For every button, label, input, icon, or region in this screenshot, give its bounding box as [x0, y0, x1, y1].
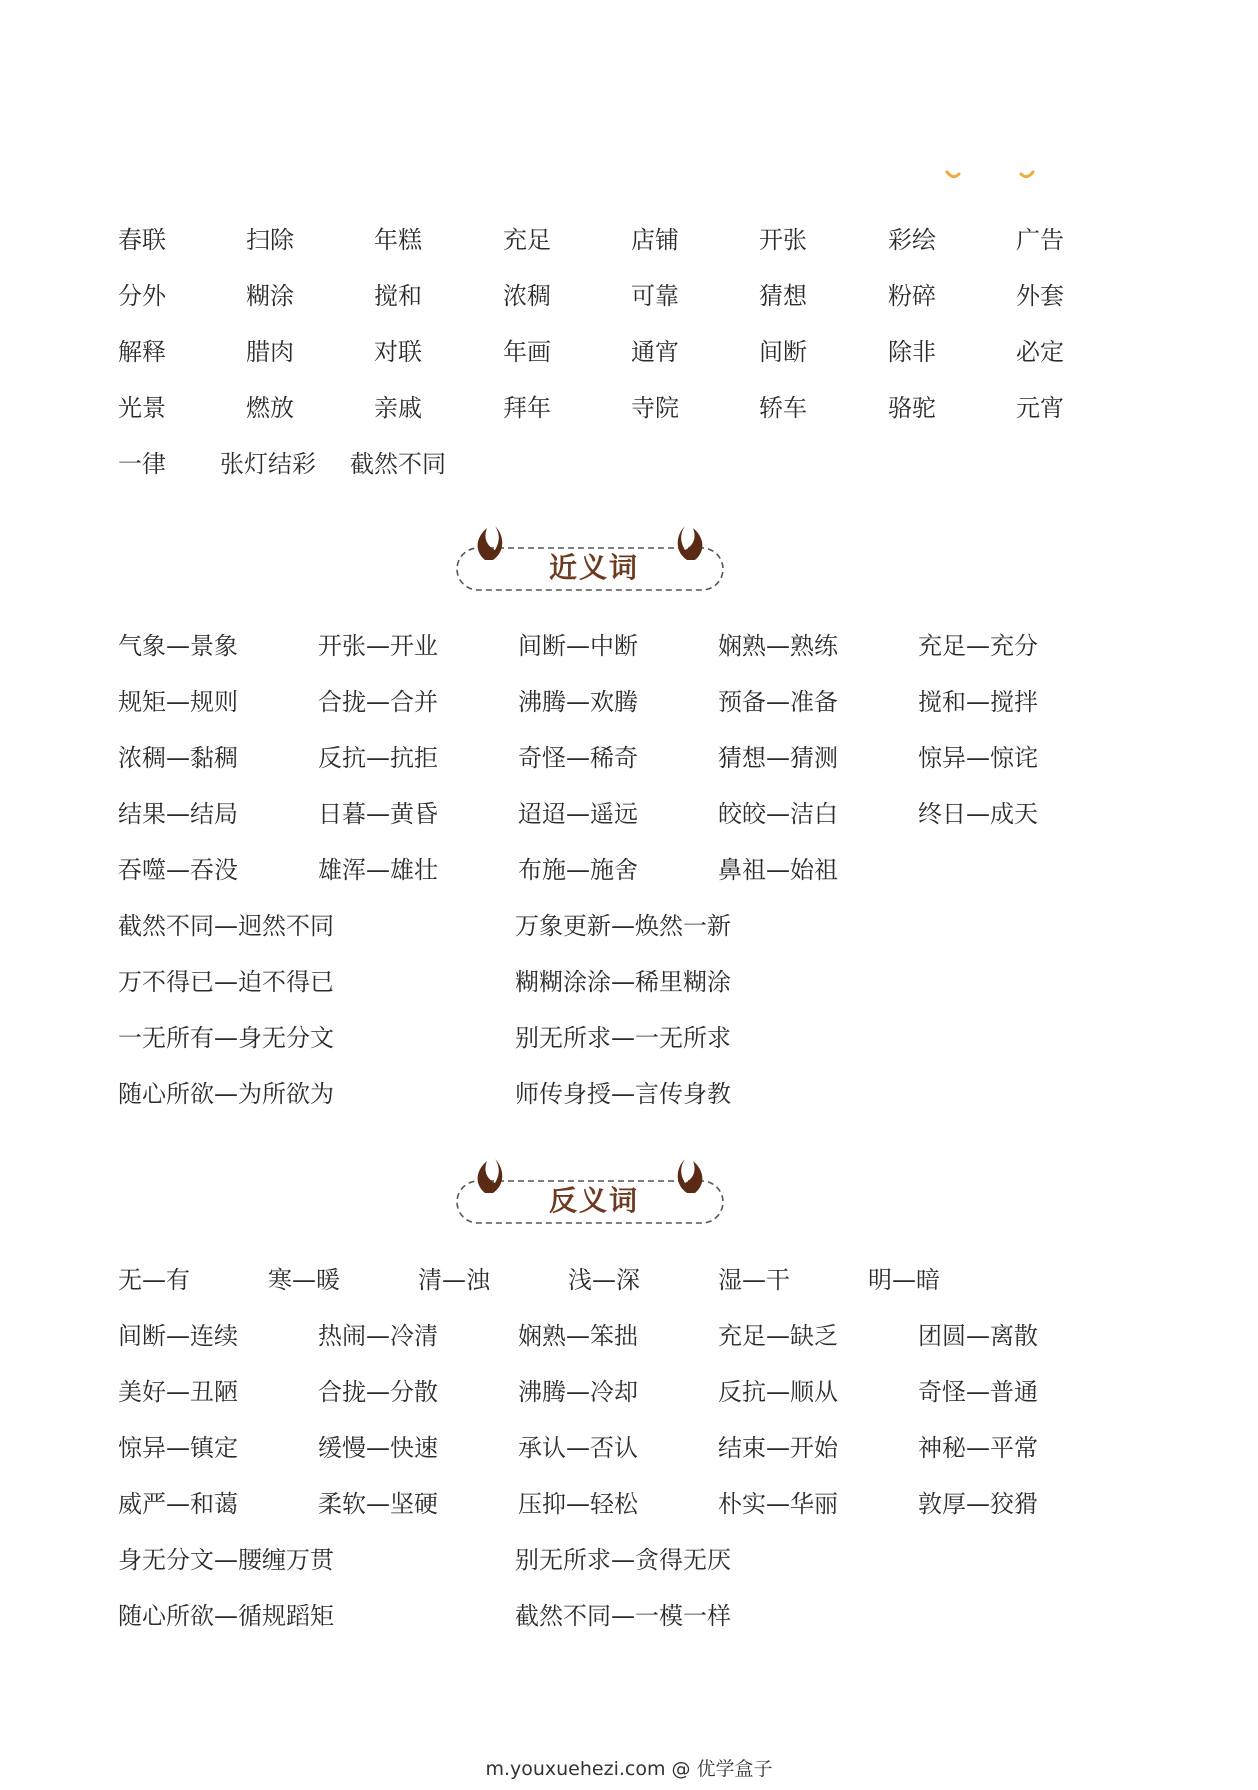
antonym-pair: 威严—和蔼 [118, 1490, 238, 1518]
vocab-word: 张灯结彩 [220, 450, 316, 478]
synonym-pair: 浓稠—黏稠 [118, 744, 238, 772]
vocab-word: 浓稠 [503, 282, 551, 310]
synonym-pair: 惊异—惊诧 [918, 744, 1038, 772]
antonym-pair: 神秘—平常 [918, 1434, 1038, 1462]
synonym-pair: 鼻祖—始祖 [718, 856, 838, 884]
vocab-word: 搅和 [374, 282, 422, 310]
antonym-pair: 朴实—华丽 [718, 1490, 838, 1518]
synonym-idiom-pair: 糊糊涂涂—稀里糊涂 [515, 968, 731, 996]
synonym-idiom-pair: 别无所求—一无所求 [515, 1024, 731, 1052]
synonym-pair: 日暮—黄昏 [318, 800, 438, 828]
antonym-idiom-pair: 截然不同—一模一样 [515, 1602, 731, 1630]
antonym-idiom-pair: 随心所欲—循规蹈矩 [118, 1602, 334, 1630]
synonym-idiom-pair: 随心所欲—为所欲为 [118, 1080, 334, 1108]
synonym-pair: 合拢—合并 [318, 688, 438, 716]
antonym-pair: 寒—暖 [268, 1266, 340, 1294]
vocab-word: 店铺 [631, 226, 679, 254]
antonym-pair: 团圆—离散 [918, 1322, 1038, 1350]
antonym-pair: 清—浊 [418, 1266, 490, 1294]
vocab-word: 骆驼 [888, 394, 936, 422]
synonym-pair: 搅和—搅拌 [918, 688, 1038, 716]
synonym-pair: 间断—中断 [518, 632, 638, 660]
vocab-word: 春联 [118, 226, 166, 254]
antonym-idiom-pair: 身无分文—腰缠万贯 [118, 1546, 334, 1574]
synonym-pair: 迢迢—遥远 [518, 800, 638, 828]
vocab-word: 开张 [759, 226, 807, 254]
vocab-word: 轿车 [759, 394, 807, 422]
antonym-pair: 美好—丑陋 [118, 1378, 238, 1406]
antonym-pair: 反抗—顺从 [718, 1378, 838, 1406]
antonym-pair: 浅—深 [568, 1266, 640, 1294]
antonym-pair: 娴熟—笨拙 [518, 1322, 638, 1350]
vocab-word: 可靠 [631, 282, 679, 310]
footer-watermark: m.youxuehezi.com @ 优学盒子 [485, 1758, 773, 1780]
vocab-word: 年画 [503, 338, 551, 366]
antonym-pair: 明—暗 [868, 1266, 940, 1294]
antonym-pair: 沸腾—冷却 [518, 1378, 638, 1406]
vocab-word: 猜想 [759, 282, 807, 310]
vocab-word: 糊涂 [246, 282, 294, 310]
vocab-word: 截然不同 [350, 450, 446, 478]
vocab-word: 外套 [1016, 282, 1064, 310]
synonym-pair: 结果—结局 [118, 800, 238, 828]
antonym-pair: 合拢—分散 [318, 1378, 438, 1406]
antonym-pair: 承认—否认 [518, 1434, 638, 1462]
antonym-pair: 湿—干 [718, 1266, 790, 1294]
vocab-word: 光景 [118, 394, 166, 422]
synonyms-title-badge [455, 520, 733, 604]
synonyms-title: 近义词 [548, 551, 639, 584]
vocab-word: 年糕 [374, 226, 422, 254]
synonym-pair: 开张—开业 [318, 632, 438, 660]
synonym-pair: 奇怪—稀奇 [518, 744, 638, 772]
vocab-word: 广告 [1016, 226, 1064, 254]
vocab-word: 亲戚 [374, 394, 422, 422]
vocab-word: 通宵 [631, 338, 679, 366]
vocab-word: 粉碎 [888, 282, 936, 310]
header-ornament-fragment [945, 170, 1035, 184]
antonym-pair: 惊异—镇定 [118, 1434, 238, 1462]
vocab-word: 寺院 [631, 394, 679, 422]
vocab-word: 充足 [503, 226, 551, 254]
antonym-pair: 无—有 [118, 1266, 190, 1294]
vocab-word: 元宵 [1016, 394, 1064, 422]
synonym-pair: 吞噬—吞没 [118, 856, 238, 884]
antonym-idiom-pair: 别无所求—贪得无厌 [515, 1546, 731, 1574]
antonym-pair: 充足—缺乏 [718, 1322, 838, 1350]
vocab-word: 燃放 [246, 394, 294, 422]
antonym-pair: 柔软—坚硬 [318, 1490, 438, 1518]
vocab-word: 除非 [888, 338, 936, 366]
synonym-idiom-pair: 一无所有—身无分文 [118, 1024, 334, 1052]
synonym-pair: 充足—充分 [918, 632, 1038, 660]
synonym-pair: 皎皎—洁白 [718, 800, 838, 828]
synonym-pair: 预备—准备 [718, 688, 838, 716]
antonym-pair: 奇怪—普通 [918, 1378, 1038, 1406]
vocab-word: 彩绘 [888, 226, 936, 254]
synonym-pair: 反抗—抗拒 [318, 744, 438, 772]
vocab-word: 一律 [118, 450, 166, 478]
antonym-pair: 结束—开始 [718, 1434, 838, 1462]
antonym-pair: 敦厚—狡猾 [918, 1490, 1038, 1518]
vocab-word: 腊肉 [246, 338, 294, 366]
antonym-pair: 热闹—冷清 [318, 1322, 438, 1350]
synonym-idiom-pair: 万不得已—迫不得已 [118, 968, 334, 996]
antonym-pair: 间断—连续 [118, 1322, 238, 1350]
antonym-pair: 缓慢—快速 [318, 1434, 438, 1462]
synonym-pair: 雄浑—雄壮 [318, 856, 438, 884]
synonym-idiom-pair: 截然不同—迥然不同 [118, 912, 334, 940]
vocab-word: 解释 [118, 338, 166, 366]
synonym-pair: 气象—景象 [118, 632, 238, 660]
vocab-word: 对联 [374, 338, 422, 366]
synonym-pair: 布施—施舍 [518, 856, 638, 884]
synonym-pair: 规矩—规则 [118, 688, 238, 716]
vocab-word: 必定 [1016, 338, 1064, 366]
synonym-pair: 终日—成天 [918, 800, 1038, 828]
vocab-word: 拜年 [503, 394, 551, 422]
synonym-pair: 沸腾—欢腾 [518, 688, 638, 716]
synonym-pair: 娴熟—熟练 [718, 632, 838, 660]
antonyms-title-badge [455, 1153, 733, 1237]
synonym-pair: 猜想—猜测 [718, 744, 838, 772]
antonym-pair: 压抑—轻松 [518, 1490, 638, 1518]
synonym-idiom-pair: 万象更新—焕然一新 [515, 912, 731, 940]
antonyms-title: 反义词 [548, 1184, 639, 1217]
synonym-idiom-pair: 师传身授—言传身教 [515, 1080, 731, 1108]
vocab-word: 分外 [118, 282, 166, 310]
vocab-word: 间断 [759, 338, 807, 366]
vocab-word: 扫除 [246, 226, 294, 254]
